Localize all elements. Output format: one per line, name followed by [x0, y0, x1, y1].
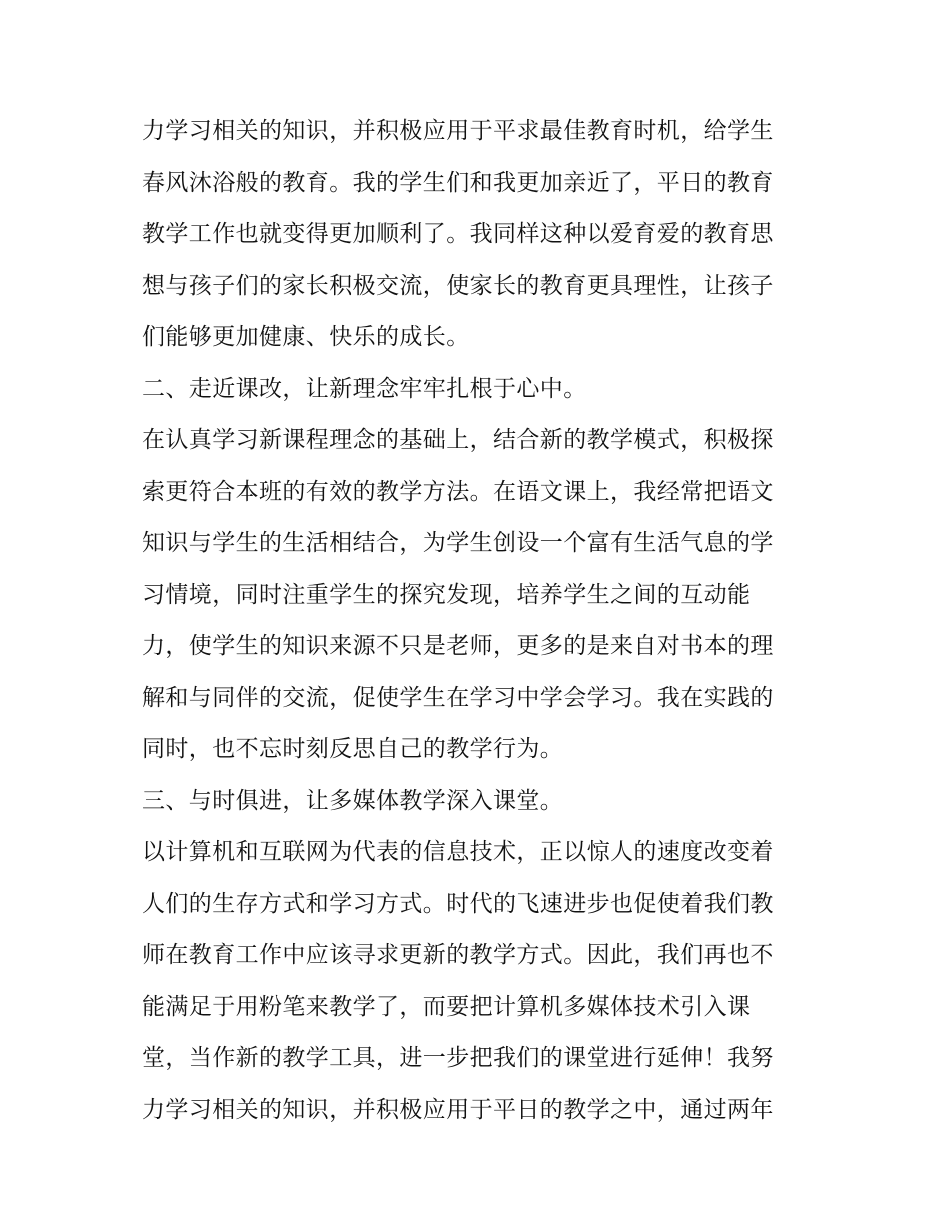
text-line-11: 力，使学生的知识来源不只是老师，更多的是来自对书本的理	[142, 633, 774, 659]
text-line-10: 习情境，同时注重学生的探究发现，培养学生之间的互动能	[142, 581, 751, 608]
text-line-7: 在认真学习新课程理念的基础上，结合新的教学模式，积极探	[142, 427, 774, 453]
text-line-2: 春风沐浴般的教育。我的学生们和我更加亲近了，平日的教育	[142, 169, 774, 196]
section-heading-2: 二、走近课改，让新理念牢牢扎根于心中。	[142, 375, 587, 402]
text-line-12: 解和与同伴的交流，促使学生在学习中学会学习。我在实践的	[142, 684, 774, 711]
text-line-18: 能满足于用粉笔来教学了，而要把计算机多媒体技术引入课	[142, 993, 751, 1020]
text-line-19: 堂，当作新的教学工具，进一步把我们的课堂进行延伸！我努	[142, 1045, 774, 1071]
text-line-5: 们能够更加健康、快乐的成长。	[142, 324, 470, 350]
text-line-13: 同时，也不忘时刻反思自己的教学行为。	[142, 736, 564, 762]
text-line-9: 知识与学生的生活相结合，为学生创设一个富有生活气息的学	[142, 530, 774, 556]
text-line-20: 力学习相关的知识，并积极应用于平日的教学之中，通过两年	[142, 1096, 774, 1123]
section-heading-3: 三、与时俱进，让多媒体教学深入课堂。	[142, 787, 564, 814]
text-line-15: 以计算机和互联网为代表的信息技术，正以惊人的速度改变着	[142, 839, 774, 865]
text-line-16: 人们的生存方式和学习方式。时代的飞速进步也促使着我们教	[142, 890, 774, 917]
text-line-4: 想与孩子们的家长积极交流，使家长的教育更具理性，让孩子	[142, 272, 774, 299]
document-body	[142, 106, 822, 1136]
text-line-1: 力学习相关的知识，并积极应用于平求最佳教育时机，给学生	[142, 118, 774, 144]
text-line-3: 教学工作也就变得更加顺利了。我同样这种以爱育爱的教育思	[142, 221, 774, 247]
text-line-8: 索更符合本班的有效的教学方法。在语文课上，我经常把语文	[142, 478, 774, 505]
text-line-17: 师在教育工作中应该寻求更新的教学方式。因此，我们再也不	[142, 942, 774, 968]
